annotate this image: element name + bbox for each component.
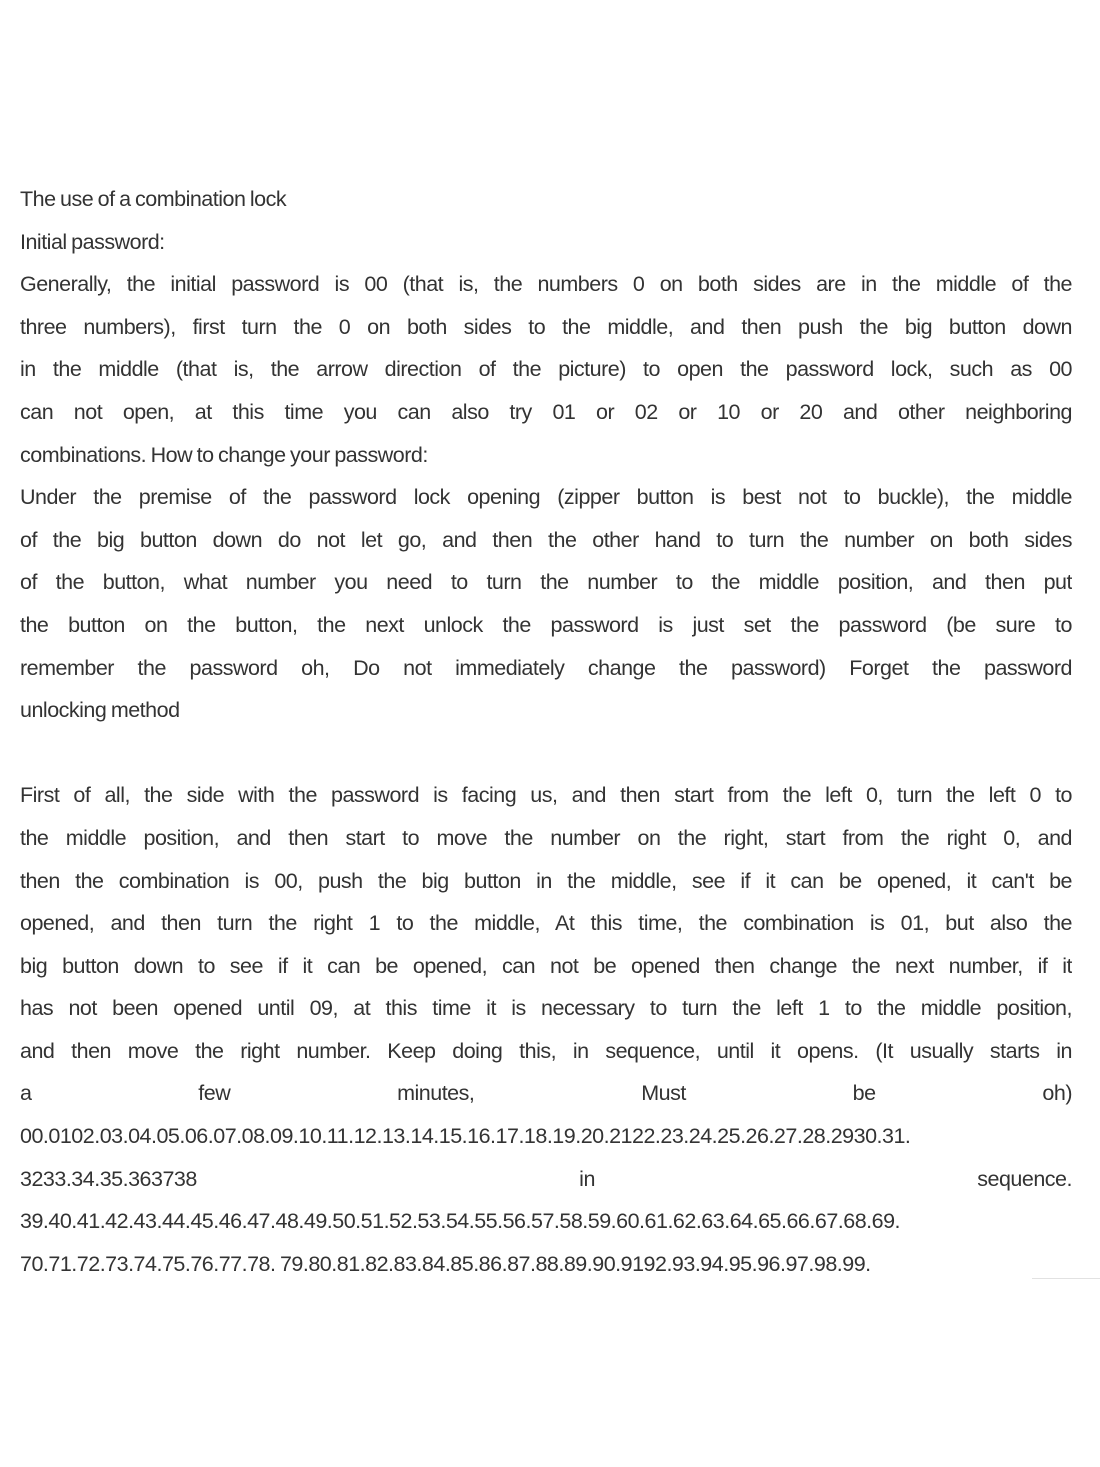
document-title: The use of a combination lock	[20, 187, 287, 211]
document-body	[20, 178, 1072, 1285]
paragraph-line: in the middle (that is, the arrow direction of the picture) to open the password lock, such as 00	[20, 357, 1072, 382]
paragraph-line: can not open, at this time you can also try 01 or 02 or 10 or 20 and other neighboring	[20, 399, 1072, 424]
paragraph-line: remember the password oh, Do not immediately change the password) Forget the password	[20, 655, 1072, 680]
divider	[1032, 1278, 1100, 1279]
paragraph-line: three numbers), first turn the 0 on both sides to the middle, and then push the big button down	[20, 314, 1072, 339]
paragraph-line: First of all, the side with the password is facing us, and then start from the left 0, turn the left 0 to	[20, 783, 1072, 808]
paragraph-line: has not been opened until 09, at this time it is necessary to turn the left 1 to the middle position,	[20, 996, 1072, 1021]
number-sequence-line: 3233.34.35.363738 in sequence.	[20, 1166, 1072, 1191]
paragraph-line: then the combination is 00, push the big button in the middle, see if it can be opened, it can't be	[20, 868, 1072, 893]
paragraph-spacer	[20, 732, 1072, 775]
paragraph-line: combinations. How to change your password:	[20, 442, 428, 467]
initial-password-paragraph	[20, 263, 1072, 476]
paragraph-line: of the big button down do not let go, and then the other hand to turn the number on both sides	[20, 527, 1072, 552]
number-sequence-line: 00.0102.03.04.05.06.07.08.09.10.11.12.13.14.15.16.17.18.19.20.2122.23.24.25.26.27.28.2930.31.	[20, 1124, 911, 1149]
forgot-password-paragraph	[20, 774, 1072, 1285]
paragraph-line: unlocking method	[20, 698, 180, 723]
paragraph-line: opened, and then turn the right 1 to the middle, At this time, the combination is 01, but also the	[20, 911, 1072, 936]
paragraph-line: a few minutes, Must be oh)	[20, 1081, 1072, 1106]
initial-password-heading: Initial password:	[20, 229, 165, 254]
paragraph-line: the middle position, and then start to move the number on the right, start from the right 0, and	[20, 825, 1072, 850]
number-sequence-line: 39.40.41.42.43.44.45.46.47.48.49.50.51.52.53.54.55.56.57.58.59.60.61.62.63.64.65.66.67.68.69.	[20, 1209, 901, 1234]
paragraph-line: big button down to see if it can be opened, can not be opened then change the next number, if it	[20, 953, 1072, 978]
paragraph-line: the button on the button, the next unlock the password is just set the password (be sure to	[20, 612, 1072, 637]
paragraph-line: of the button, what number you need to turn the number to the middle position, and then put	[20, 570, 1072, 595]
paragraph-line: Generally, the initial password is 00 (that is, the numbers 0 on both sides are in the middle of the	[20, 272, 1072, 297]
number-sequence-line: 70.71.72.73.74.75.76.77.78. 79.80.81.82.83.84.85.86.87.88.89.90.9192.93.94.95.96.97.98.99.	[20, 1251, 871, 1276]
paragraph-line: Under the premise of the password lock opening (zipper button is best not to buckle), the middle	[20, 485, 1072, 510]
change-password-paragraph	[20, 476, 1072, 732]
paragraph-line: and then move the right number. Keep doing this, in sequence, until it opens. (It usually starts in	[20, 1038, 1072, 1063]
